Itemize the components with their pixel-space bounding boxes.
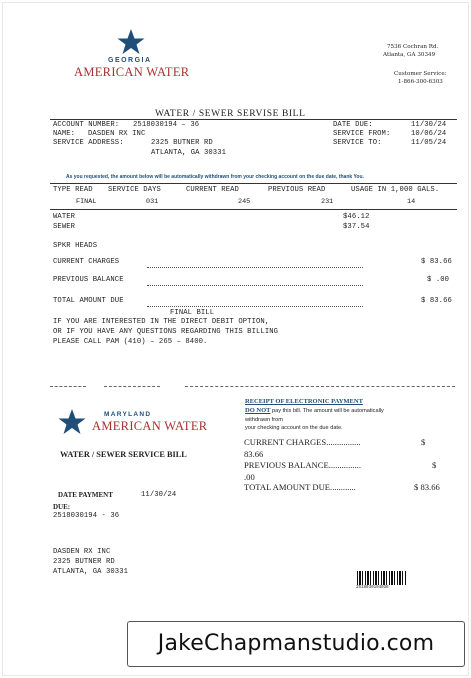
barcode-icon [357, 571, 407, 585]
sewer-amount: $37.54 [343, 223, 370, 231]
stub-address-line2: ATLANTA, GA 30331 [53, 568, 129, 576]
receipt-line1: pay this bill. The amount will be automatically [272, 408, 384, 414]
service-address-label: SERVICE ADDRESS: [53, 139, 124, 147]
barcode-number: 2518030194036 [356, 586, 389, 590]
watermark-banner: JakeChapmanstudio.com [127, 621, 465, 667]
autopay-notice: As you requested, the amount below will be automatically withdrawn from your checking account on the due date, thank You. [66, 174, 364, 180]
stub-total-label: TOTAL AMOUNT DUE............ [244, 482, 356, 492]
brand-state: GEORGIA [108, 57, 152, 64]
usage-service-days: 031 [146, 198, 159, 206]
date-due-label: DATE DUE: [333, 121, 373, 129]
usage-previous-read: 231 [321, 198, 334, 206]
tear-line [50, 386, 86, 387]
water-amount: $46.12 [343, 213, 370, 221]
date-due: 11/30/24 [411, 121, 447, 129]
usage-current-read: 245 [238, 198, 251, 206]
remit-address-line2: Atlanta, GA 30349 [383, 52, 436, 58]
service-address-line2: ATLANTA, GA 30331 [151, 149, 227, 157]
stub-current-dollar: $ [421, 437, 426, 447]
receipt-line3: your checking account on the due date. [245, 425, 343, 431]
usage-header-type-read: TYPE READ [53, 186, 93, 194]
receipt-line2: withdrawn from [245, 417, 283, 423]
do-not-label: DO NOT [245, 407, 271, 414]
usage-header-previous-read: PREVIOUS READ [268, 186, 326, 194]
usage-type-read: FINAL [76, 198, 97, 206]
bill-title: WATER / SEWER SERVISE BILL [155, 109, 306, 119]
stub-current-label: CURRENT CHARGES................ [244, 437, 361, 447]
stub-account-number: 2518030194 - 36 [53, 512, 120, 520]
sprk-heads-label: SPKR HEADS [53, 242, 98, 250]
star-logo-icon [116, 28, 146, 56]
usage-gallons: 14 [407, 198, 416, 206]
name-label: NAME: [53, 130, 76, 138]
stub-previous-dollar: $ [432, 460, 437, 470]
water-label: WATER [53, 213, 76, 221]
usage-header-usage: USAGE IN 1,000 GALS. [351, 186, 440, 194]
sewer-label: SEWER [53, 223, 76, 231]
stub-previous-value: .00 [244, 472, 255, 482]
tear-line [104, 386, 160, 387]
stub-brand-company: AMERICAN WATER [92, 419, 208, 433]
stub-current-value: 83.66 [244, 449, 264, 459]
message-line2: OR IF YOU HAVE ANY QUESTIONS REGARDING THIS BILLING [53, 328, 279, 336]
stub-total-amount: $ 83.66 [414, 482, 440, 492]
star-logo-icon [56, 408, 88, 436]
remit-address-line1: 7536 Cochran Rd. [387, 44, 439, 50]
stub-brand-state: MARYLAND [104, 411, 152, 418]
leader-line [147, 306, 363, 307]
leader-line [147, 285, 363, 286]
stub-address-line1: 2325 BUTNER RD [53, 558, 115, 566]
customer-name: DASDEN RX INC [88, 130, 146, 138]
usage-header-current-read: CURRENT READ [186, 186, 239, 194]
account-number: 2518030194 – 36 [133, 121, 200, 129]
usage-header-service-days: SERVICE DAYS [108, 186, 161, 194]
current-charges-amount: $ 83.66 [421, 258, 452, 266]
message-line1: IF YOU ARE INTERESTED IN THE DIRECT DEBIT OPTION, [53, 318, 270, 326]
stub-title: WATER / SEWER SERVICE BILL [60, 450, 187, 459]
service-to-label: SERVICE TO: [333, 139, 382, 147]
service-address-line1: 2325 BUTNER RD [151, 139, 213, 147]
due-label: DUE: [53, 503, 71, 511]
tear-line [185, 386, 455, 387]
leader-line [147, 267, 363, 268]
stub-previous-label: PREVIOUS BALANCE............... [244, 460, 361, 470]
receipt-title: RECEIPT OF ELECTRONIC PAYMENT [245, 398, 363, 405]
service-from-label: SERVICE FROM: [333, 130, 391, 138]
customer-service-label: Customer Service: [394, 71, 447, 77]
message-line3: PLEASE CALL PAM (410) – 265 – 8400. [53, 338, 208, 346]
previous-balance-amount: $ .00 [427, 276, 450, 284]
account-number-label: ACCOUNT NUMBER: [53, 121, 120, 129]
divider [50, 209, 457, 210]
divider [50, 119, 457, 120]
customer-service-phone: 1-866-300-6303 [398, 79, 443, 85]
current-charges-label: CURRENT CHARGES [53, 258, 120, 266]
service-from: 10/06/24 [411, 130, 447, 138]
total-due-amount: $ 83.66 [421, 297, 452, 305]
divider [50, 183, 457, 184]
date-payment-label: DATE PAYMENT [58, 491, 113, 499]
service-to: 11/05/24 [411, 139, 447, 147]
final-bill-label: FINAL BILL [170, 309, 215, 317]
previous-balance-label: PREVIOUS BALANCE [53, 276, 124, 284]
brand-company: AMERICAN WATER [74, 65, 190, 79]
total-due-label: TOTAL AMOUNT DUE [53, 297, 124, 305]
stub-address-name: DASDEN RX INC [53, 548, 111, 556]
date-payment: 11/30/24 [141, 491, 177, 499]
